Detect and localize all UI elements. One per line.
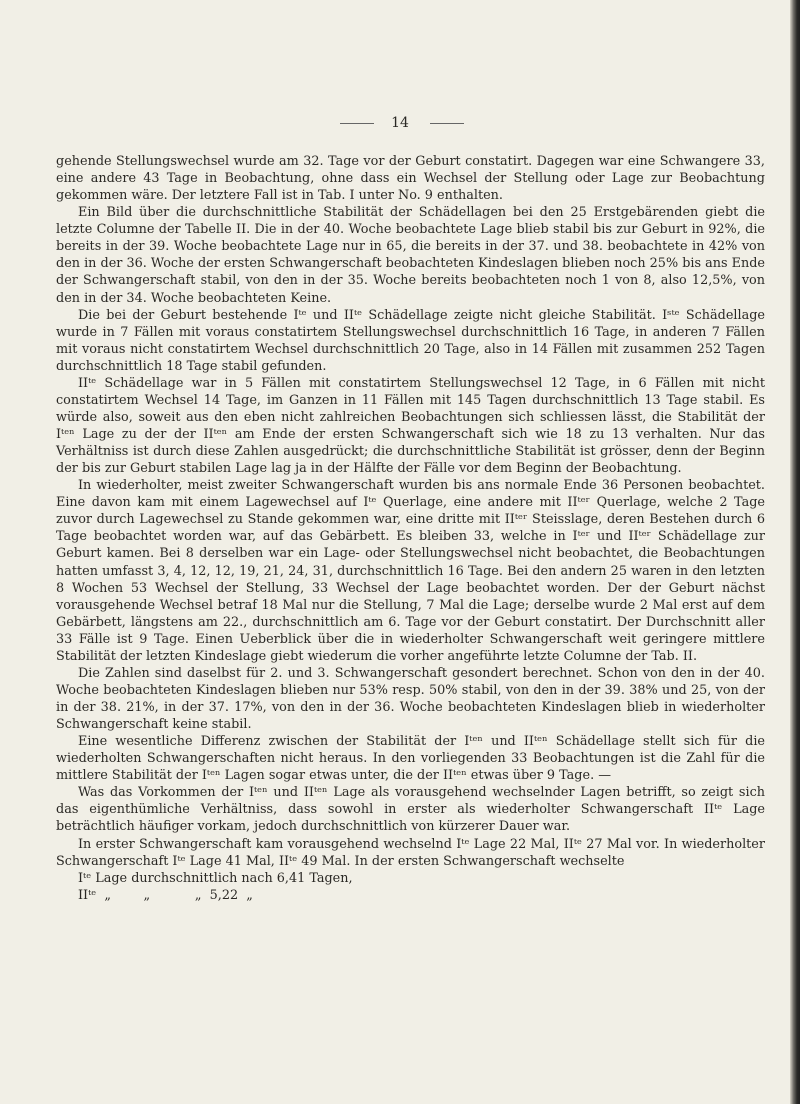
paragraph-9: In erster Schwangerschaft kam vorausgehend wechselnd Iᵗᵉ Lage 22 Mal, IIᵗᵉ 27 Mal vor. In wiederholter Schwangerschaft Iᵗᵉ Lage 41 Mal, IIᵗᵉ 49 Mal. In der ersten Schwangerschaft wechselte [56,836,765,869]
body-text [56,153,765,904]
page-header [0,116,800,130]
paragraph-6: Die Zahlen sind daselbst für 2. und 3. Schwangerschaft gesondert berechnet. Schon von den in der 40. Woche beobachteten Kindeslagen blieben nur 53% resp. 50% stabil, von den in der 39. 38% und 25, von der in der 38. 21%, in der 37. 17%, von den in der 36. Woche beobachteten Kindeslagen blieb in wiederholter Schwangerschaft keine stabil. [56,665,765,733]
paragraph-1: gehende Stellungswechsel wurde am 32. Tage vor der Geburt constatirt. Dagegen war eine Schwangere 33, eine andere 43 Tage in Beobachtung, ohne dass ein Wechsel der Stellung oder Lage zur Beobachtung gekommen wäre. Der letztere Fall ist in Tab. I unter No. 9 enthalten. [56,154,765,204]
paragraph-2: Ein Bild über die durchschnittliche Stabilität der Schädellagen bei den 25 Erstgebärenden giebt die letzte Columne der Tabelle II. Die in der 40. Woche beobachtete Lage blieb stabil bis zur Geburt in 92%, die bereits in der 39. Woche beobachtete Lage nur in 65, die bereits in der 37. und 38. beobachtete in 42% von den in der 36. Woche der ersten Schwangerschaft beobachteten Kindeslagen blieben noch 25% bis ans Ende der Schwangerschaft stabil, von den in der 35. Woche bereits beobachteten noch 1 von 8, also 12,5%, von den in der 34. Woche beobachteten Keine. [56,205,765,306]
paragraph-5: In wiederholter, meist zweiter Schwangerschaft wurden bis ans normale Ende 36 Personen beobachtet. Eine davon kam mit einem Lagewechsel auf Iᵗᵉ Querlage, eine andere mit IIᵗᵉʳ Querlage, welche 2 Tage zuvor durch Lagewechsel zu Stande gekommen war, eine dritte mit IIᵗᵉʳ Steisslage, deren Bestehen durch 6 Tage beobachtet worden war, auf das Gebärbett. Es bleiben 33, welche in Iᵗᵉʳ und IIᵗᵉʳ Schädellage zur Geburt kamen. Bei 8 derselben war ein Lage- oder Stellungswechsel nicht beobachtet, die Beobachtungen hatten umfasst 3, 4, 12, 12, 19, 21, 24, 31, durchschnittlich 16 Tage. Bei den andern 25 waren in den letzten 8 Wochen 53 Wechsel der Stellung, 33 Wechsel der Lage beobachtet worden. Der der Geburt nächst vorausgehende Wechsel betraf 18 Mal nur die Stellung, 7 Mal die Lage; derselbe wurde 2 Mal erst auf dem Gebärbett, längstens am 22., durchschnittlich am 6. Tage vor der Geburt constatirt. Der Durchschnitt aller 33 Fälle ist 9 Tage. Einen Ueberblick über die in wiederholter Schwangerschaft weit geringere mittlere Stabilität der letzten Kindeslage giebt wiederum die vorher angeführte letzte Columne der Tab. II. [56,478,765,664]
header-dash-right [430,123,464,124]
duration-line-2: IIᵗᵉ „ „ „ 5,22 „ [78,887,253,903]
paragraph-7: Eine wesentliche Differenz zwischen der Stabilität der Iᵗᵉⁿ und IIᵗᵉⁿ Schädellage stellt sich für die wiederholten Schwangerschaften nicht heraus. In den vorliegenden 33 Beobachtungen ist die Zahl für die mittlere Stabilität der Iᵗᵉⁿ Lagen sogar etwas unter, die der IIᵗᵉⁿ etwas über 9 Tage. — [56,734,765,784]
paragraph-3: Die bei der Geburt bestehende Iᵗᵉ und IIᵗᵉ Schädellage zeigte nicht gleiche Stabilität. Iˢᵗᵉ Schädellage wurde in 7 Fällen mit voraus constatirtem Stellungswechsel durchschnittlich 16 Tage, in anderen 7 Fällen mit voraus nicht constatirtem Wechsel durchschnittlich 20 Tage, also in 14 Fällen mit zusammen 252 Tagen durchschnittlich 18 Tage stabil gefunden. [56,307,765,374]
scan-edge [790,0,800,1104]
paragraph-8: Was das Vorkommen der Iᵗᵉⁿ und IIᵗᵉⁿ Lage als vorausgehend wechselnder Lagen betrifft, so zeigt sich das eigenthümliche Verhältniss, dass sowohl in erster als wiederholter Schwangerschaft IIᵗᵉ Lage beträchtlich häufiger vorkam, jedoch durchschnittlich von kürzerer Dauer war. [56,785,765,835]
duration-line-1: Iᵗᵉ Lage durchschnittlich nach 6,41 Tagen, [78,870,353,886]
duration-summary [56,870,765,904]
page-number: 14 [391,115,409,131]
paragraph-4: IIᵗᵉ Schädellage war in 5 Fällen mit constatirtem Stellungswechsel 12 Tage, in 6 Fällen mit nicht constatirtem Wechsel 14 Tage, im Ganzen in 11 Fällen mit 145 Tagen durchschnittlich 13 Tage stabil. Es würde also, soweit aus den eben nicht zahlreichen Beobachtungen sich schliessen lässt, die Stabilität der Iᵗᵉⁿ Lage zu der der IIᵗᵉⁿ am Ende der ersten Schwangerschaft sich wie 18 zu 13 verhalten. Nur das Verhältniss ist durch diese Zahlen ausgedrückt; die durchschnittliche Stabilität ist grösser, denn der Beginn der bis zur Geburt stabilen Lage lag ja in der Hälfte der Fälle vor dem Beginn der Beobachtung. [56,375,765,477]
